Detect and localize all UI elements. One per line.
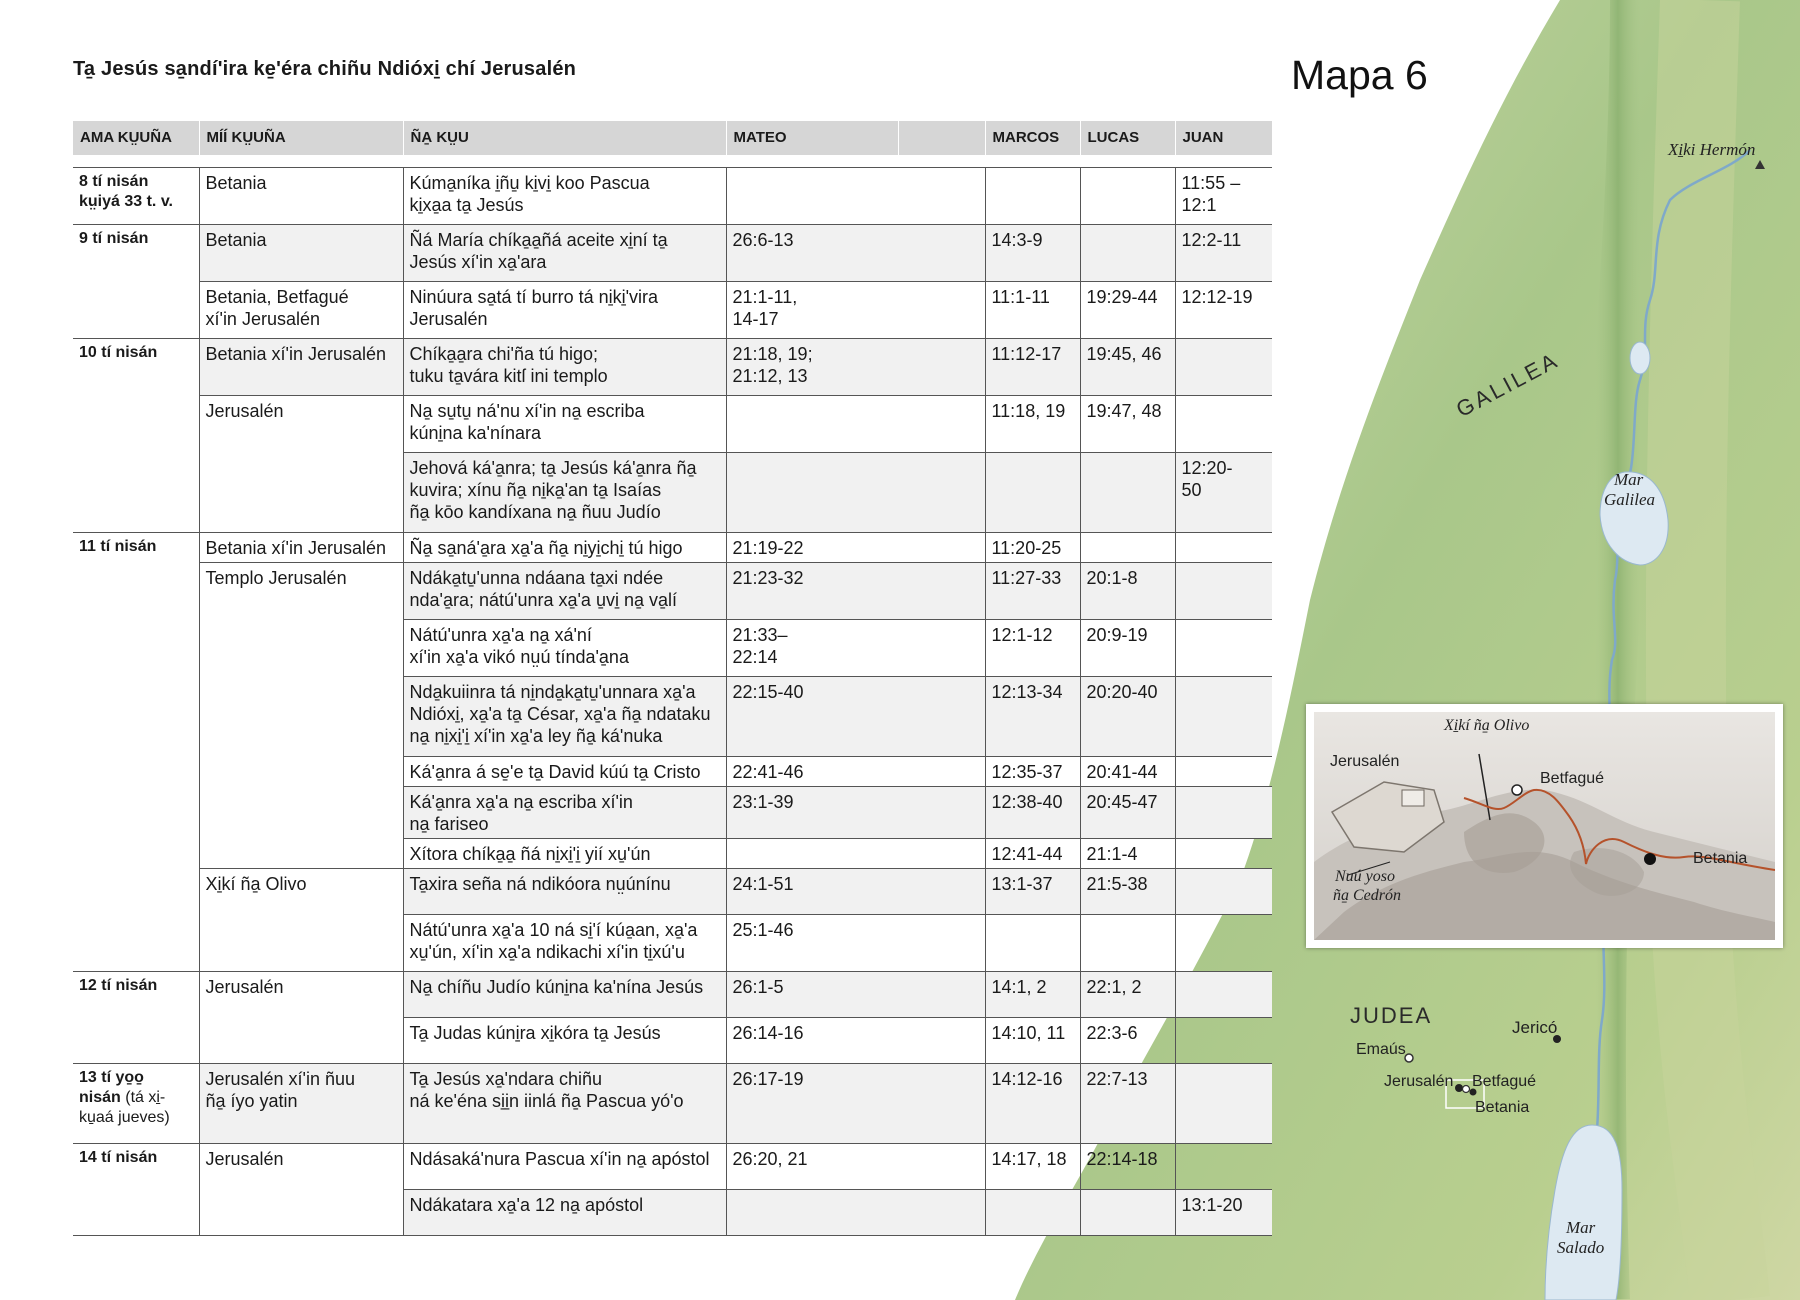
mateo-cell: 21:23-32 — [726, 563, 985, 620]
header-lucas: LUCAS — [1080, 121, 1175, 155]
inset-betfague-dot — [1512, 785, 1522, 795]
marcos-cell: 12:1-12 — [985, 620, 1080, 677]
marcos-cell — [985, 168, 1080, 225]
mateo-cell: 21:1-11, 14-17 — [726, 282, 985, 339]
juan-cell: 11:55 – 12:1 — [1175, 168, 1272, 225]
inset-label-olivo: Xi̱kí ña̱ Olivo — [1444, 717, 1530, 734]
event-cell: Ká'a̱nra xa̱'a na̱ escriba xí'in na̱ fariseo — [403, 787, 726, 839]
table-header-row — [73, 121, 1272, 155]
mateo-cell: 26:14-16 — [726, 1018, 985, 1064]
event-cell: Ndásaká'nura Pascua xí'in na̱ apóstol — [403, 1144, 726, 1190]
betfague-dot — [1463, 1086, 1470, 1093]
marcos-cell: 14:3-9 — [985, 225, 1080, 282]
lucas-cell: 20:41-44 — [1080, 757, 1175, 787]
place-cell: Betania — [199, 168, 403, 225]
event-cell: Ká'a̱nra á se̱'e ta̱ David kúú ta̱ Cristo — [403, 757, 726, 787]
place-cell: Templo Jerusalén — [199, 563, 403, 869]
mateo-cell: 21:19-22 — [726, 533, 985, 563]
event-cell: Ta̱ Jesús xa̱'ndara chiñu ná ke'éna si̱i̱n iinlá ña̱ Pascua yó'o — [403, 1064, 726, 1144]
header-blank — [898, 121, 985, 155]
emaus-dot — [1405, 1054, 1413, 1062]
marcos-cell: 12:41-44 — [985, 839, 1080, 869]
inset-label-betania: Betania — [1693, 850, 1748, 867]
lucas-cell: 20:45-47 — [1080, 787, 1175, 839]
place-cell: Xi̱kí ña̱ Olivo — [199, 869, 403, 972]
marcos-cell: 12:38-40 — [985, 787, 1080, 839]
day-cell: 12 tí nisán — [73, 972, 199, 1064]
juan-cell — [1175, 869, 1272, 915]
day-cell: 10 tí nisán — [73, 339, 199, 533]
mateo-cell: 26:6-13 — [726, 225, 985, 282]
lucas-cell: 22:1, 2 — [1080, 972, 1175, 1018]
place-cell: Betania xí'in Jerusalén — [199, 339, 403, 396]
event-cell: Jehová ká'a̱nra; ta̱ Jesús ká'a̱nra ña̱ kuvira; xínu ña̱ ni̱ka̱'an ta̱ Isaías ña̱ kōo kandíxana na̱ ñuu Judío — [403, 453, 726, 533]
juan-cell: 13:1-20 — [1175, 1190, 1272, 1236]
inset-label-cedron-2: ña̱ Cedrón — [1333, 887, 1401, 904]
mateo-cell: 25:1-46 — [726, 915, 985, 972]
marcos-cell: 14:1, 2 — [985, 972, 1080, 1018]
lucas-cell — [1080, 225, 1175, 282]
event-cell: Ña̱ sa̱ná'a̱ra xa̱'a ña̱ ni̱yi̱chi̱ tú higo — [403, 533, 726, 563]
event-cell: Ninúura sa̱tá tí burro tá ni̱ki̱'vira Jerusalén — [403, 282, 726, 339]
event-cell: Na̱ chíñu Judío kúni̱na ka'nína Jesús — [403, 972, 726, 1018]
place-cell: Jerusalén — [199, 972, 403, 1064]
mateo-cell: 23:1-39 — [726, 787, 985, 839]
label-mar-salado-2: Salado — [1557, 1238, 1605, 1257]
table-row — [73, 168, 1272, 225]
day-cell: 9 tí nisán — [73, 225, 199, 339]
marcos-cell: 12:13-34 — [985, 677, 1080, 757]
table-row — [73, 282, 1272, 339]
marcos-cell: 14:17, 18 — [985, 1144, 1080, 1190]
lucas-cell — [1080, 915, 1175, 972]
marcos-cell: 11:20-25 — [985, 533, 1080, 563]
juan-cell — [1175, 1064, 1272, 1144]
header-juan: JUAN — [1175, 121, 1272, 155]
marcos-cell — [985, 915, 1080, 972]
lake-hula — [1630, 342, 1650, 374]
label-mar-salado-1: Mar — [1566, 1218, 1596, 1237]
marcos-cell: 14:12-16 — [985, 1064, 1080, 1144]
mateo-cell — [726, 453, 985, 533]
header-mii-kuuna: MÍÍ KṲUÑA — [199, 121, 403, 155]
mateo-cell: 24:1-51 — [726, 869, 985, 915]
table-row — [73, 225, 1272, 282]
header-na-kuu: ÑA̱ KṲU — [403, 121, 726, 155]
inset-betania-dot — [1644, 853, 1656, 865]
lucas-cell — [1080, 168, 1175, 225]
juan-cell — [1175, 563, 1272, 620]
mateo-cell: 21:18, 19; 21:12, 13 — [726, 339, 985, 396]
event-cell: Nátú'unra xa̱'a 10 ná si̱'í kúa̱an, xa̱'a xu̱'ún, xí'in xa̱'a ndikachi xí'in ti̱xú'u — [403, 915, 726, 972]
mateo-cell — [726, 1190, 985, 1236]
lucas-cell: 22:3-6 — [1080, 1018, 1175, 1064]
lucas-cell: 20:20-40 — [1080, 677, 1175, 757]
event-cell: Nda̱kuiinra tá ni̱nda̱ka̱tu̱'unnara xa̱'a Ndióxi̱, xa̱'a ta̱ César, xa̱'a ña̱ ndataku na̱ ni̱xi̱'i̱ xí'in xa̱'a ley ña̱ ká'nuka — [403, 677, 726, 757]
lucas-cell — [1080, 1190, 1175, 1236]
mateo-cell: 22:41-46 — [726, 757, 985, 787]
event-cell: Ndákatara xa̱'a 12 na̱ apóstol — [403, 1190, 726, 1236]
marcos-cell: 13:1-37 — [985, 869, 1080, 915]
lucas-cell: 20:9-19 — [1080, 620, 1175, 677]
mateo-cell — [726, 839, 985, 869]
event-cell: Nátú'unra xa̱'a na̱ xá'ní xí'in xa̱'a vikó nṳú tínda'a̱na — [403, 620, 726, 677]
marcos-cell: 14:10, 11 — [985, 1018, 1080, 1064]
mateo-cell: 22:15-40 — [726, 677, 985, 757]
label-judea: JUDEA — [1350, 1003, 1433, 1028]
mateo-cell: 26:1-5 — [726, 972, 985, 1018]
event-cell: Xítora chíka̱a̱ ñá ni̱xi̱'i̱ yií xu̱'ún — [403, 839, 726, 869]
lucas-cell: 19:45, 46 — [1080, 339, 1175, 396]
label-jerusalen: Jerusalén — [1384, 1073, 1454, 1090]
label-jerico: Jericó — [1512, 1018, 1558, 1037]
place-cell: Betania, Betfagué xí'in Jerusalén — [199, 282, 403, 339]
place-cell: Betania — [199, 225, 403, 282]
marcos-cell — [985, 453, 1080, 533]
place-cell: Jerusalén — [199, 396, 403, 533]
marcos-cell — [985, 1190, 1080, 1236]
juan-cell — [1175, 533, 1272, 563]
marcos-cell: 11:27-33 — [985, 563, 1080, 620]
header-ama-kuuna: AMA KṲUÑA — [73, 121, 199, 155]
table-row — [73, 339, 1272, 396]
lucas-cell: 21:5-38 — [1080, 869, 1175, 915]
table-row — [73, 1064, 1272, 1144]
map-title: Mapa 6 — [1291, 52, 1428, 98]
event-cell: Ta̱xira seña ná ndikóora nṳúnínu — [403, 869, 726, 915]
lucas-cell: 19:29-44 — [1080, 282, 1175, 339]
inset-label-jerusalen: Jerusalén — [1330, 753, 1400, 770]
event-cell: Kúma̱níka i̱ñu̱ ki̱vi̱ koo Pascua ki̱xa̱a ta̱ Jesús — [403, 168, 726, 225]
label-hermon: Xi̱ki Hermón — [1668, 140, 1756, 159]
event-cell: Ta̱ Judas kúni̱ra xi̱kóra ta̱ Jesús — [403, 1018, 726, 1064]
lucas-cell: 20:1-8 — [1080, 563, 1175, 620]
inset-terrain-view — [1306, 704, 1783, 948]
lucas-cell: 19:47, 48 — [1080, 396, 1175, 453]
juan-cell — [1175, 1144, 1272, 1190]
table-row — [73, 1144, 1272, 1190]
header-marcos: MARCOS — [985, 121, 1080, 155]
mateo-cell — [726, 168, 985, 225]
lucas-cell: 21:1-4 — [1080, 839, 1175, 869]
inset-label-cedron-1: Nuú yoso — [1335, 868, 1395, 885]
label-emaus: Emaús — [1356, 1041, 1406, 1058]
page-title: Ta̱ Jesús sa̱ndí'ira ke̱'éra chiñu Ndióxi̱ chí Jerusalén — [73, 58, 577, 80]
header-mateo: MATEO — [726, 121, 898, 155]
inset-terrain-art — [1314, 712, 1775, 940]
event-cell: Ndáka̱tu̱'unna ndáana ta̱xi ndée nda'a̱ra; nátú'unra xa̱'a u̱vi̱ na̱ va̱lí — [403, 563, 726, 620]
juan-cell — [1175, 915, 1272, 972]
juan-cell — [1175, 396, 1272, 453]
lucas-cell — [1080, 533, 1175, 563]
lucas-cell — [1080, 453, 1175, 533]
event-cell: Chíka̱a̱ra chi'ña tú higo; tuku ta̱vára kitſ ini templo — [403, 339, 726, 396]
label-betfague: Betfagué — [1472, 1073, 1537, 1090]
day-cell: 13 tí yo̱o̱ nisán (tá xi̱- ku̱aá jueves) — [73, 1064, 199, 1144]
table-row — [73, 563, 1272, 620]
table-row — [73, 972, 1272, 1018]
label-galilea: GALILEA — [1452, 347, 1564, 423]
day-cell: 8 tí nisán kṳiyá 33 t. v. — [73, 168, 199, 225]
jerusalen-dot — [1455, 1084, 1463, 1092]
schedule-table — [73, 121, 1272, 1236]
juan-cell: 12:12-19 — [1175, 282, 1272, 339]
juan-cell — [1175, 339, 1272, 396]
place-cell: Betania xí'in Jerusalén — [199, 533, 403, 563]
juan-cell — [1175, 972, 1272, 1018]
label-mar-galilea-1: Mar — [1614, 470, 1644, 489]
place-cell: Jerusalén xí'in ñuu ña̱ íyo yatin — [199, 1064, 403, 1144]
label-betania: Betania — [1475, 1099, 1530, 1116]
juan-cell — [1175, 839, 1272, 869]
juan-cell — [1175, 1018, 1272, 1064]
event-cell: Ñá María chíka̱a̱ñá aceite xi̱ní ta̱ Jesús xí'in xa̱'ara — [403, 225, 726, 282]
event-cell: Na̱ su̱tu̱ ná'nu xí'in na̱ escriba kúni̱na ka'nínara — [403, 396, 726, 453]
marcos-cell: 12:35-37 — [985, 757, 1080, 787]
juan-cell — [1175, 787, 1272, 839]
lucas-cell: 22:7-13 — [1080, 1064, 1175, 1144]
juan-cell — [1175, 677, 1272, 757]
table-row — [73, 396, 1272, 453]
mateo-cell: 21:33– 22:14 — [726, 620, 985, 677]
day-cell: 14 tí nisán — [73, 1144, 199, 1236]
mateo-cell: 26:20, 21 — [726, 1144, 985, 1190]
mateo-cell: 26:17-19 — [726, 1064, 985, 1144]
juan-cell — [1175, 757, 1272, 787]
day-cell: 11 tí nisán — [73, 533, 199, 972]
marcos-cell: 11:12-17 — [985, 339, 1080, 396]
juan-cell: 12:2-11 — [1175, 225, 1272, 282]
label-mar-galilea-2: Galilea — [1604, 490, 1655, 509]
mateo-cell — [726, 396, 985, 453]
table-row — [73, 869, 1272, 915]
juan-cell — [1175, 620, 1272, 677]
marcos-cell: 11:18, 19 — [985, 396, 1080, 453]
inset-label-betfague: Betfagué — [1540, 770, 1605, 787]
place-cell: Jerusalén — [199, 1144, 403, 1236]
juan-cell: 12:20- 50 — [1175, 453, 1272, 533]
lucas-cell: 22:14-18 — [1080, 1144, 1175, 1190]
table-row — [73, 533, 1272, 563]
marcos-cell: 11:1-11 — [985, 282, 1080, 339]
